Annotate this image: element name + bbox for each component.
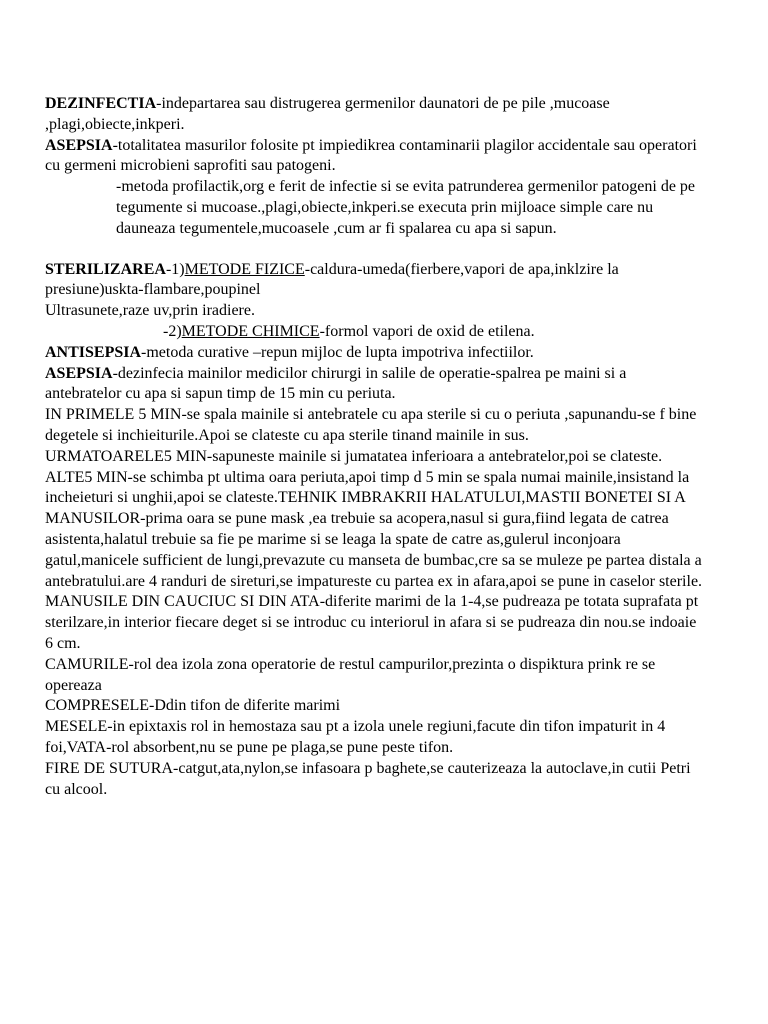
paragraph-metode-chimice: [45, 322, 705, 343]
paragraph-fire-de-sutura: FIRE DE SUTURA-catgut,ata,nylon,se infasoara p baghete,se cauterizeaza la autoclave,in cutii Petri cu alcool.: [45, 759, 691, 798]
definition-dezinfectia: -indepartarea sau distrugerea germenilor daunatori de pe pile ,mucoase ,plagi,obiecte,inkperi.: [45, 95, 610, 133]
method-number-2: -2): [163, 322, 182, 340]
method-chimice-text: -formol vapori de oxid de etilena.: [319, 322, 535, 340]
paragraph-dezinfectia: [45, 94, 705, 136]
term-asepsia-2: ASEPSIA: [45, 364, 113, 382]
method-number-1: -1): [165, 260, 185, 278]
term-antisepsia: ANTISEPSIA: [45, 343, 142, 361]
paragraph-ultrasunete: Ultrasunete,raze uv,prin iradiere.: [45, 302, 255, 320]
paragraph-compresele: COMPRESELE-Ddin tifon de diferite marimi: [45, 697, 341, 715]
method-fizice: METODE FIZICE: [184, 260, 305, 278]
paragraph-mesele: MESELE-in epixtaxis rol in hemostaza sau pt a izola unele regiuni,facute din tifon impaturit in 4 foi,VATA-rol absorbent,nu se pune pe plaga,se pune peste tifon.: [45, 718, 666, 756]
paragraph-camurile: CAMURILE-rol dea izola zona operatorie de restul campurilor,prezinta o dispiktura prink re se opereaza: [45, 655, 656, 694]
paragraph-sterilizarea: [45, 260, 705, 302]
paragraph-metoda-profilactik: -metoda profilactik,org e ferit de infectie si se evita patrunderea germenilor patogeni de pe tegumente si mucoase.,plagi,obiecte,inkperi.se executa prin mijloace simple care nu dauneaza tegumentele,mucoasele ,cum ar fi spalarea cu apa si sapun.: [116, 178, 696, 237]
method-fizice-text: -caldura-umeda(fierbere,vapori de apa,inklzire la presiune)uskta-flambare,poupinel: [45, 260, 619, 299]
paragraph-asepsia-2: [45, 364, 705, 406]
paragraph-asepsia-1: [45, 136, 705, 178]
definition-asepsia-2: -dezinfecia mainilor medicilor chirurgi in salile de operatie-spalrea pe maini si a antebratelor cu apa si sapun timp de 15 min cu periuta.: [45, 364, 627, 403]
term-sterilizarea: STERILIZAREA: [45, 260, 166, 278]
document-body: [45, 94, 705, 800]
paragraph-urmatoarele-5-min: URMATOARELE5 MIN-sapuneste mainile si jumatatea inferioara a antebratelor,poi se clateste.: [45, 447, 663, 465]
paragraph-alte-5-min: ALTE5 MIN-se schimba pt ultima oara periuta,apoi timp d 5 min se spala numai mainile,insistand la incheieturi si unghii,apoi se clateste.TEHNIK IMBRAKRII HALATULUI,MASTII BONETEI SI A MANUSILOR-prima oara se pune mask ,ea trebuie sa acopera,nasul si gura,fiind legata de catrea asistenta,halatul trebuie sa fie pe marime si se leaga la spate de catre as,gulerul inconjoara gatul,manicele sufficient de lungi,prevazute cu manseta de bumbac,cre sa se muleze pe partea distala a antebratului.are 4 randuri de sireturi,se impatureste cu partea ex in afara,apoi se pune in caselor sterile.: [45, 468, 703, 590]
method-chimice: METODE CHIMICE: [181, 322, 320, 340]
definition-asepsia: -totalitatea masurilor folosite pt impiedikrea contaminarii plagilor accidentale sau operatori cu germeni microbieni saprofiti sau patogeni.: [45, 136, 697, 175]
paragraph-antisepsia: [45, 343, 705, 364]
term-dezinfectia: DEZINFECTIA: [45, 95, 157, 112]
paragraph-primele-5-min: IN PRIMELE 5 MIN-se spala mainile si antebratele cu apa sterile si cu o periuta ,sapunandu-se f bine degetele si inchieiturile.Apoi se clateste cu apa sterile tinand mainile in sus.: [45, 406, 697, 444]
definition-antisepsia: -metoda curative –repun mijloc de lupta impotriva infectiilor.: [141, 343, 534, 361]
paragraph-spacer: [45, 240, 705, 260]
term-asepsia: ASEPSIA: [45, 136, 113, 154]
paragraph-manusile: MANUSILE DIN CAUCIUC SI DIN ATA-diferite marimi de la 1-4,se pudreaza pe totata suprafata pt sterilzare,in interior fiecare deget si se introduc cu interiorul in afara si se pudreaza din nou.se indoaie 6 cm.: [45, 593, 699, 652]
